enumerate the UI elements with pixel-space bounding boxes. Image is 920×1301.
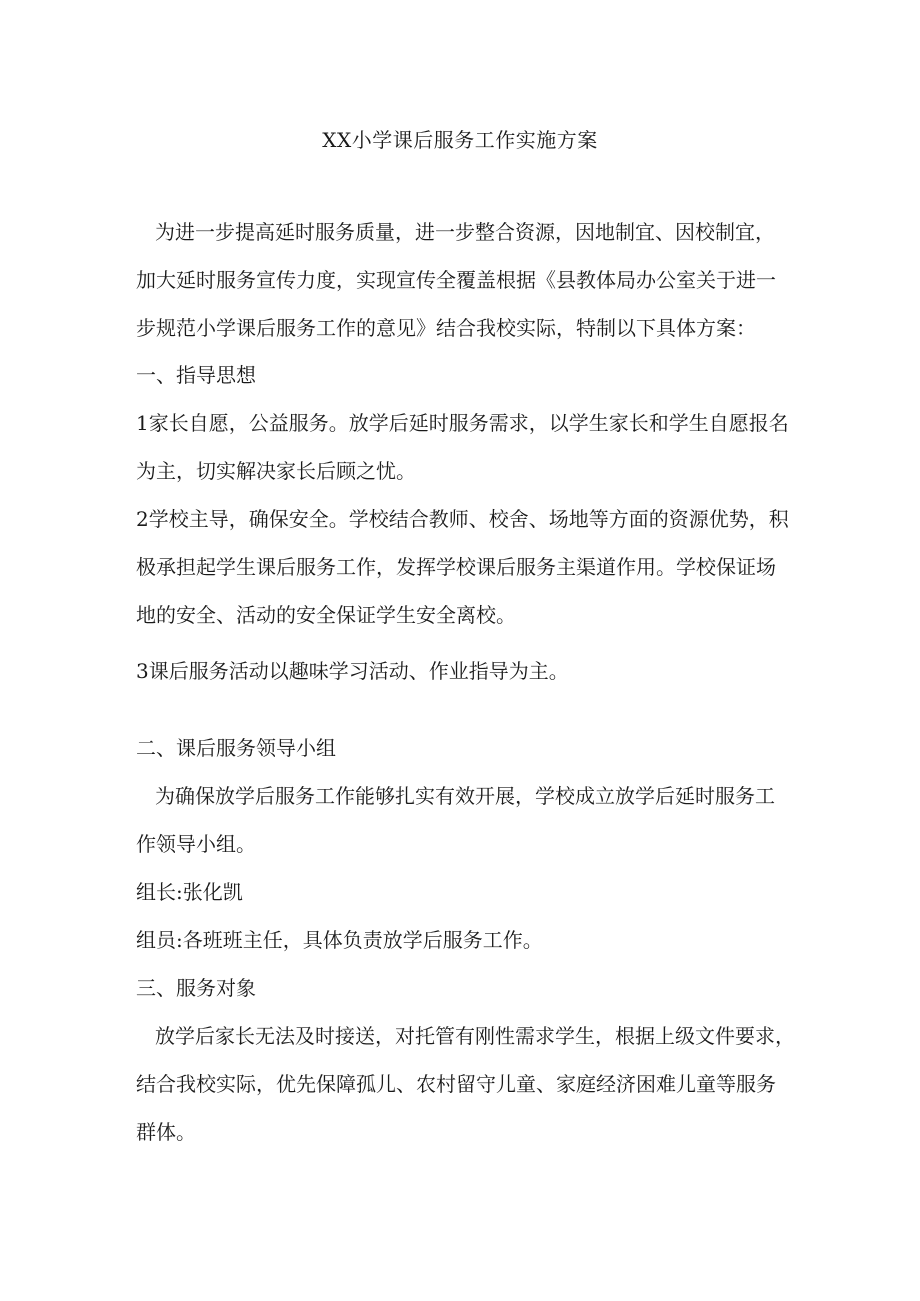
service-target-line: 放学后家长无法及时接送，对托管有刚性需求学生，根据上级文件要求，: [155, 1024, 795, 1048]
leadership-paragraph-line: 作领导小组。: [136, 832, 256, 856]
group-leader: 组长:张化凯: [136, 880, 243, 904]
document-title: XX小学课后服务工作实施方案: [322, 128, 598, 152]
guideline-item-line: 2学校主导，确保安全。学校结合教师、校舍、场地等方面的资源优势，积: [136, 507, 789, 531]
guideline-item-line: 为主，切实解决家长后顾之忧。: [136, 459, 416, 483]
group-members: 组员:各班班主任，具体负责放学后服务工作。: [136, 928, 543, 952]
leadership-paragraph-line: 为确保放学后服务工作能够扎实有效开展，学校成立放学后延时服务工: [155, 784, 775, 808]
guideline-item-line: 1家长自愿，公益服务。放学后延时服务需求，以学生家长和学生自愿报名: [136, 411, 789, 435]
section-heading: 三、服务对象: [136, 976, 256, 1000]
service-target-line: 群体。: [136, 1120, 196, 1144]
intro-paragraph-line: 加大延时服务宣传力度，实现宣传全覆盖根据《县教体局办公室关于进一: [136, 268, 776, 292]
section-heading: 二、课后服务领导小组: [136, 736, 336, 760]
guideline-item-line: 地的安全、活动的安全保证学生安全离校。: [136, 603, 516, 627]
section-heading: 一、指导思想: [136, 363, 256, 387]
intro-paragraph-line: 为进一步提高延时服务质量，进一步整合资源，因地制宜、因校制宜，: [155, 220, 775, 244]
guideline-item-line: 3课后服务活动以趣味学习活动、作业指导为主。: [136, 659, 569, 683]
guideline-item-line: 极承担起学生课后服务工作，发挥学校课后服务主渠道作用。学校保证场: [136, 555, 776, 579]
service-target-line: 结合我校实际，优先保障孤儿、农村留守儿童、家庭经济困难儿童等服务: [136, 1072, 776, 1096]
intro-paragraph-line: 步规范小学课后服务工作的意见》结合我校实际，特制以下具体方案：: [136, 316, 756, 340]
